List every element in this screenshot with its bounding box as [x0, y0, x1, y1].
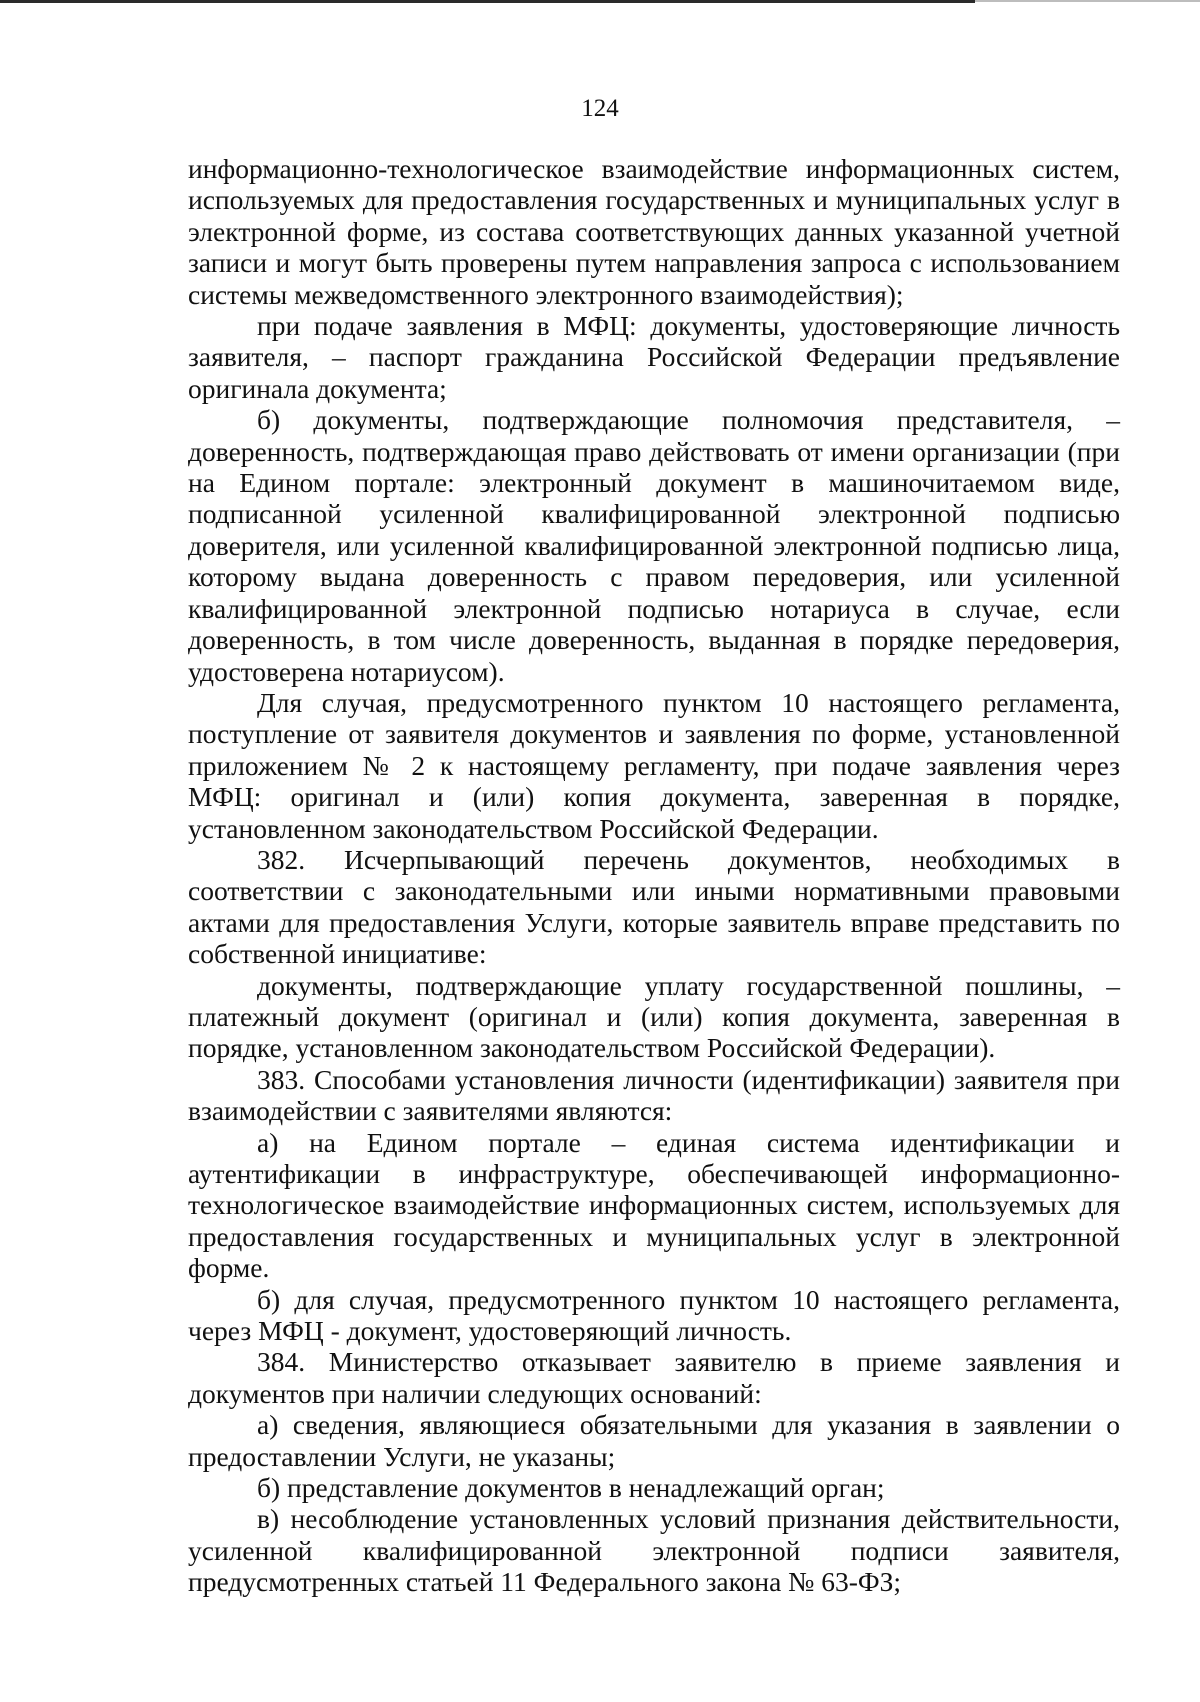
scan-top-edge-faint	[975, 0, 1200, 2]
paragraph-384-b: б) представление документов в ненадлежащий орган;	[257, 1472, 885, 1504]
paragraph-384-c: в) несоблюдение установленных условий признания действительности, усиленной квалифицированной электронной подписи заявителя, предусмотренных статьей 11 Федерального закона № 63-ФЗ;	[188, 1503, 1120, 1598]
paragraph-continuation: информационно-технологическое взаимодействие информационных систем, используемых для предоставления государственных и муниципальных услуг в электронной форме, из состава соответствующих данных указанной учетной записи и могут быть проверены путем направления запроса с использованием системы межведомственного электронного взаимодействия);	[188, 153, 1120, 310]
paragraph-383-a: а) на Едином портале – единая система идентификации и аутентификации в инфраструктуре, обеспечивающей информационно-технологическое взаимодействие информационных систем, используемых для предоставления государственных и муниципальных услуг в электронной форме.	[188, 1126, 1120, 1284]
paragraph-384: 384. Министерство отказывает заявителю в приеме заявления и документов при наличии следующих оснований:	[188, 1346, 1120, 1409]
paragraph-mfc-identity-documents: при подаче заявления в МФЦ: документы, удостоверяющие личность заявителя, – паспорт гражданина Российской Федерации предъявление оригинала документа;	[188, 310, 1120, 404]
page-number: 124	[581, 95, 619, 122]
paragraph-representative-authority: б) документы, подтверждающие полномочия представителя, – доверенность, подтверждающая право действовать от имени организации (при на Едином портале: электронный документ в машиночитаемом виде, подписанной усиленной квалифицированной электронной подписью доверителя, или усиленной квалифицированной электронной подписью лица, которому выдана доверенность с правом передоверия, или усиленной квалифицированной электронной подписью нотариуса в случае, если доверенность, в том числе доверенность, выданная в порядке передоверия, удостоверена нотариусом).	[188, 404, 1120, 687]
paragraph-383: 383. Способами установления личности (идентификации) заявителя при взаимодействии с заявителями являются:	[188, 1063, 1120, 1127]
paragraph-384-a: а) сведения, являющиеся обязательными для указания в заявлении о предоставлении Услуги, не указаны;	[188, 1409, 1120, 1472]
document-text	[188, 153, 1120, 1598]
paragraph-382: 382. Исчерпывающий перечень документов, необходимых в соответствии с законодательными или иными нормативными правовыми актами для предоставления Услуги, которые заявитель вправе представить по собственной инициативе:	[188, 843, 1120, 970]
paragraph-383-b: б) для случая, предусмотренного пунктом 10 настоящего регламента, через МФЦ - документ, удостоверяющий личность.	[188, 1283, 1120, 1347]
paragraph-state-duty-documents: документы, подтверждающие уплату государственной пошлины, – платежный документ (оригинал и (или) копия документа, заверенная в порядке, установленном законодательством Российской Федерации).	[188, 969, 1120, 1064]
paragraph-case-point-10: Для случая, предусмотренного пунктом 10 настоящего регламента, поступление от заявителя документов и заявления по форме, установленной приложением № 2 к настоящему регламенту, при подаче заявления через МФЦ: оригинал и (или) копия документа, заверенная в порядке, установленном законодательством Российской Федерации.	[188, 686, 1120, 844]
scan-top-edge	[0, 0, 975, 3]
